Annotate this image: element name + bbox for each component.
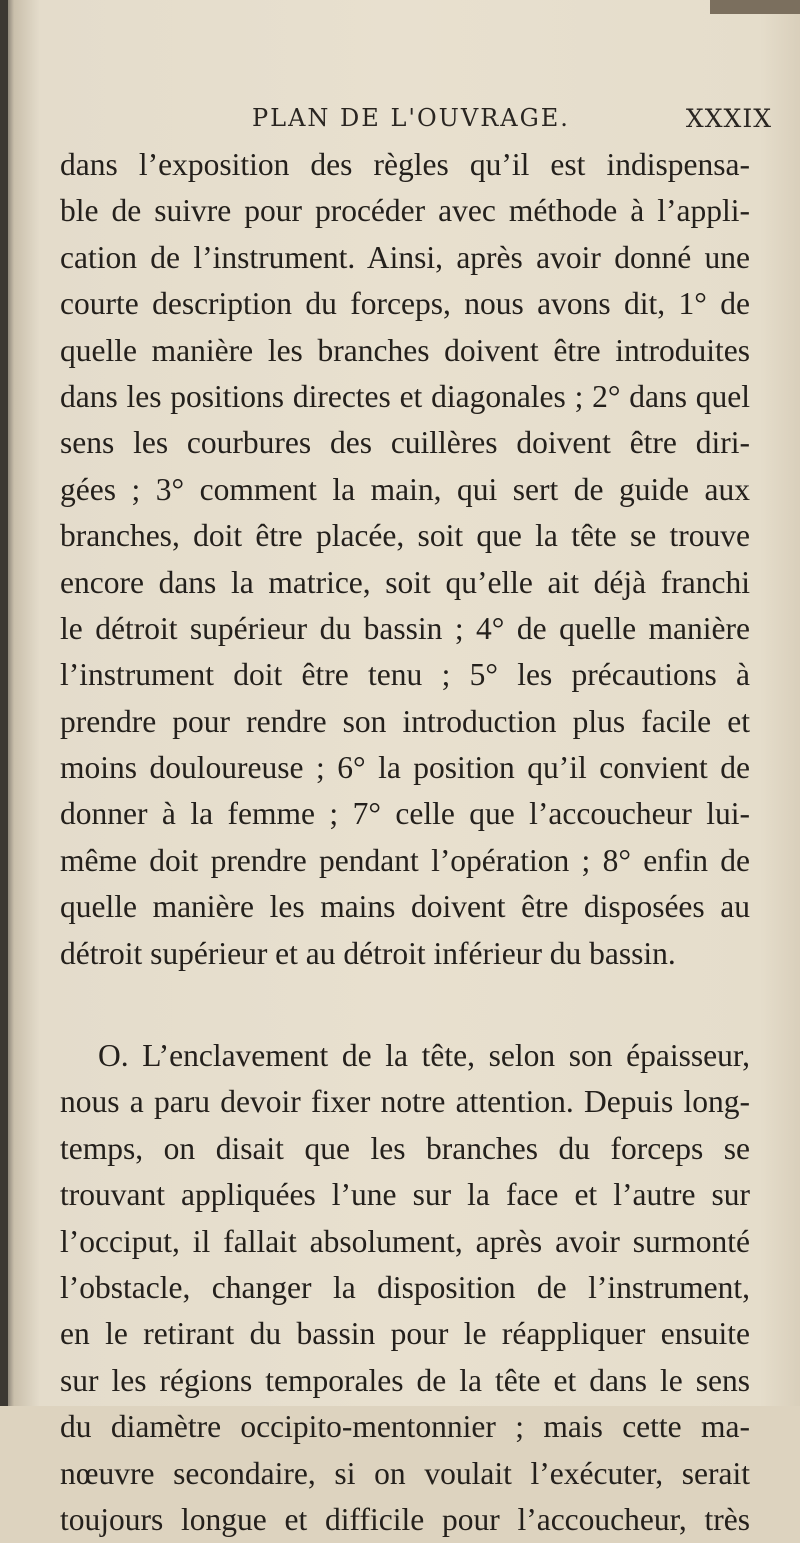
text-line: nous a paru devoir fixer notre attention. Depuis long- (60, 1084, 750, 1120)
text-line: donner à la femme ; 7° celle que l’accoucheur lui- (60, 796, 750, 832)
text-line: le détroit supérieur du bassin ; 4° de quelle manière (60, 610, 750, 646)
text-line: temps, on disait que les branches du forceps se (60, 1130, 750, 1166)
page-corner (710, 0, 800, 14)
text-line: en le retirant du bassin pour le réappliquer ensuite (60, 1316, 750, 1352)
text-line: quelle manière les mains doivent être disposées au (60, 889, 750, 925)
paragraph-gap (60, 977, 750, 1033)
text-line: moins douloureuse ; 6° la position qu’il convient de (60, 750, 750, 786)
text-line: O. L’enclavement de la tête, selon son épaisseur, (98, 1038, 750, 1074)
body-text (60, 142, 750, 1543)
text-line: cation de l’instrument. Ainsi, après avoir donné une (60, 239, 750, 275)
text-line: toujours longue et difficile pour l’accoucheur, très (60, 1501, 750, 1537)
text-line: même doit prendre pendant l’opération ; 8° enfin de (60, 842, 750, 878)
text-line: trouvant appliquées l’une sur la face et l’autre sur (60, 1177, 750, 1213)
text-line: branches, doit être placée, soit que la tête se trouve (60, 518, 750, 554)
text-line: du diamètre occipito-mentonnier ; mais cette ma- (60, 1409, 750, 1445)
paragraph-2 (60, 1033, 750, 1543)
running-head (252, 98, 772, 138)
text-line: détroit supérieur et au détroit inférieur du bassin. (60, 935, 676, 971)
text-line: quelle manière les branches doivent être introduites (60, 332, 750, 368)
text-line: l’obstacle, changer la disposition de l’instrument, (60, 1269, 750, 1305)
text-line: gées ; 3° comment la main, qui sert de guide aux (60, 471, 750, 507)
text-line: encore dans la matrice, soit qu’elle ait déjà franchi (60, 564, 750, 600)
paragraph-1 (60, 142, 750, 977)
text-line: l’instrument doit être tenu ; 5° les précautions à (60, 657, 750, 693)
text-line: ble de suivre pour procéder avec méthode à l’appli- (60, 193, 750, 229)
text-line: dans les positions directes et diagonales ; 2° dans quel (60, 378, 750, 414)
text-line: sens les courbures des cuillères doivent être diri- (60, 425, 750, 461)
text-line: prendre pour rendre son introduction plus facile et (60, 703, 750, 739)
text-line: courte description du forceps, nous avons dit, 1° de (60, 286, 750, 322)
binding-edge (0, 0, 8, 1406)
text-line: nœuvre secondaire, si on voulait l’exécuter, serait (60, 1455, 750, 1491)
text-line: l’occiput, il fallait absolument, après avoir surmonté (60, 1223, 750, 1259)
text-line: sur les régions temporales de la tête et dans le sens (60, 1362, 750, 1398)
text-line: dans l’exposition des règles qu’il est indispensa- (60, 147, 750, 182)
running-head-title: PLAN DE L'OUVRAGE. (252, 104, 570, 132)
page-number: XXXIX (685, 104, 772, 133)
